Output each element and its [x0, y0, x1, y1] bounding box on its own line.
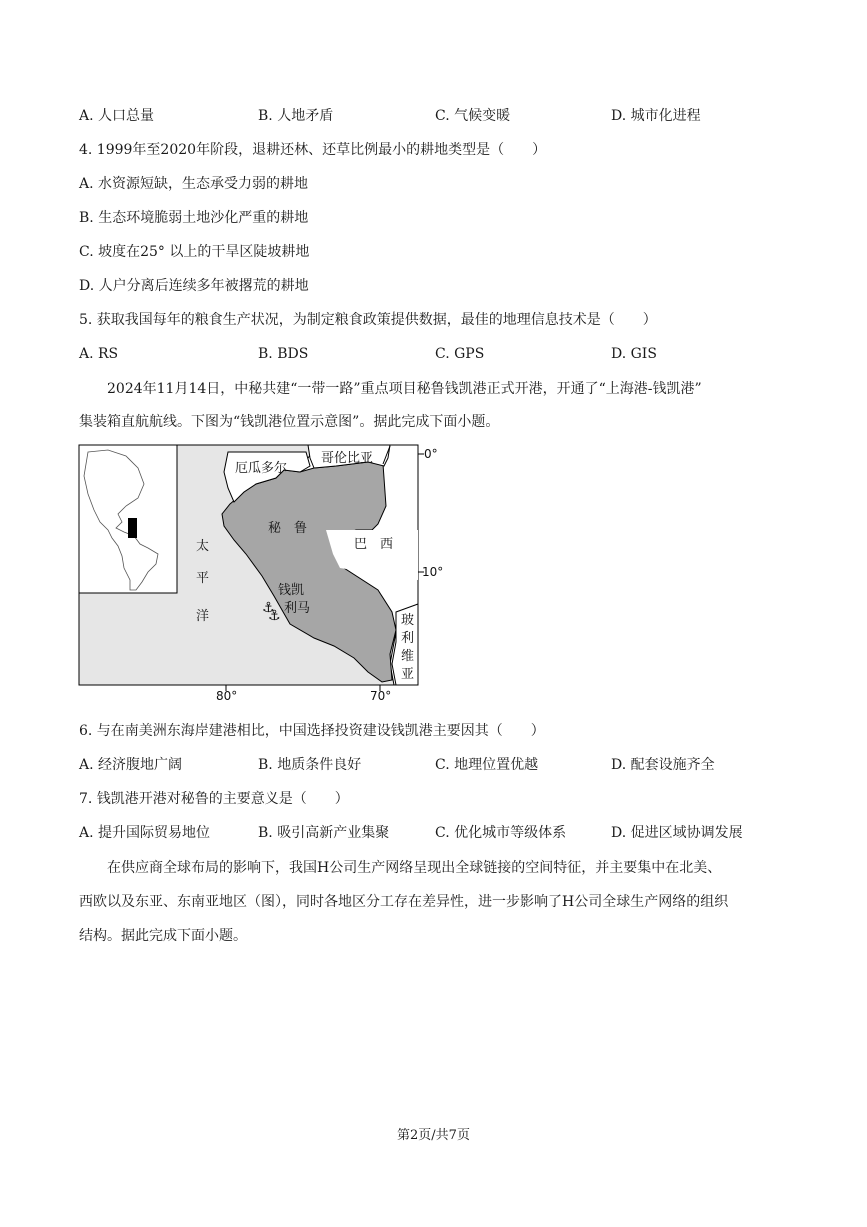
q6-option-c: C. 地理位置优越	[435, 757, 539, 773]
q3-option-c: C. 气候变暖	[435, 108, 511, 124]
svg-text:⚓: ⚓	[268, 608, 281, 624]
label-ecuador: 厄瓜多尔	[235, 461, 288, 476]
q7-option-d: D. 促进区域协调发展	[611, 825, 743, 841]
q5-stem: 5. 获取我国每年的粮食生产状况，为制定粮食政策提供数据，最佳的地理信息技术是（ ）	[79, 312, 657, 328]
tick-lon-80: 80°	[216, 689, 238, 703]
anchor-icon-lima	[268, 608, 281, 624]
label-colombia: 哥伦比亚	[321, 451, 374, 466]
passage2-line-1: 在供应商全球布局的影响下，我国H公司生产网络呈现出全球链接的空间特征，并主要集中在北美、	[107, 860, 722, 876]
passage1-line-1: 2024年11月14日，中秘共建“一带一路”重点项目秘鲁钱凯港正式开港，开通了“上海港-钱凯港”	[107, 381, 702, 397]
passage2-line-3: 结构。据此完成下面小题。	[79, 928, 247, 944]
q5-option-d: D. GIS	[611, 346, 657, 362]
label-peru: 秘 鲁	[268, 521, 308, 536]
q4-option-b: B. 生态环境脆弱土地沙化严重的耕地	[79, 210, 309, 226]
q7-stem: 7. 钱凯港开港对秘鲁的主要意义是（ ）	[79, 791, 349, 807]
label-bolivia-3: 维	[401, 649, 415, 664]
tick-lat-0: 0°	[424, 447, 438, 461]
label-bolivia-4: 亚	[401, 667, 415, 682]
q7-option-c: C. 优化城市等级体系	[435, 825, 567, 841]
q6-option-b: B. 地质条件良好	[258, 757, 362, 773]
passage1-line-2: 集装箱直航航线。下图为“钱凯港位置示意图”。据此完成下面小题。	[79, 414, 500, 430]
label-qiankai: 钱凯	[278, 583, 305, 598]
q5-option-b: B. BDS	[258, 346, 309, 362]
q5-option-c: C. GPS	[435, 346, 485, 362]
q3-option-a: A. 人口总量	[79, 108, 155, 124]
qiankai-port-location-map	[78, 444, 448, 706]
label-pacific-3: 洋	[196, 609, 210, 624]
q4-option-a: A. 水资源短缺，生态承受力弱的耕地	[79, 176, 309, 192]
q3-option-d: D. 城市化进程	[611, 108, 701, 124]
label-brazil: 巴 西	[354, 537, 394, 552]
tick-lat-10: 10°	[422, 565, 444, 579]
label-lima: 利马	[284, 601, 311, 616]
q4-stem: 4. 1999年至2020年阶段，退耕还林、还草比例最小的耕地类型是（ ）	[79, 142, 547, 158]
label-pacific-2: 平	[196, 571, 210, 586]
q6-stem: 6. 与在南美洲东海岸建港相比，中国选择投资建设钱凯港主要因其（ ）	[79, 723, 545, 739]
q5-option-a: A. RS	[79, 346, 119, 362]
q4-option-c: C. 坡度在25° 以上的干旱区陡坡耕地	[79, 244, 310, 260]
q4-option-d: D. 人户分离后连续多年被撂荒的耕地	[79, 278, 309, 294]
page-number: 第2页/共7页	[397, 1128, 470, 1143]
label-bolivia-1: 玻	[401, 613, 415, 628]
svg-text:⚓: ⚓	[262, 600, 275, 616]
q6-option-a: A. 经济腹地广阔	[79, 757, 183, 773]
tick-lon-70: 70°	[370, 689, 392, 703]
label-bolivia-2: 利	[401, 631, 415, 646]
map-inset-peru-marker	[128, 518, 137, 538]
passage2-line-2: 西欧以及东亚、东南亚地区（图），同时各地区分工存在差异性，进一步影响了H公司全球生产网络的组织	[79, 894, 729, 910]
q3-option-b: B. 人地矛盾	[258, 108, 334, 124]
label-pacific-1: 太	[196, 539, 210, 554]
q6-option-d: D. 配套设施齐全	[611, 757, 715, 773]
q7-option-a: A. 提升国际贸易地位	[79, 825, 211, 841]
q7-option-b: B. 吸引高新产业集聚	[258, 825, 390, 841]
